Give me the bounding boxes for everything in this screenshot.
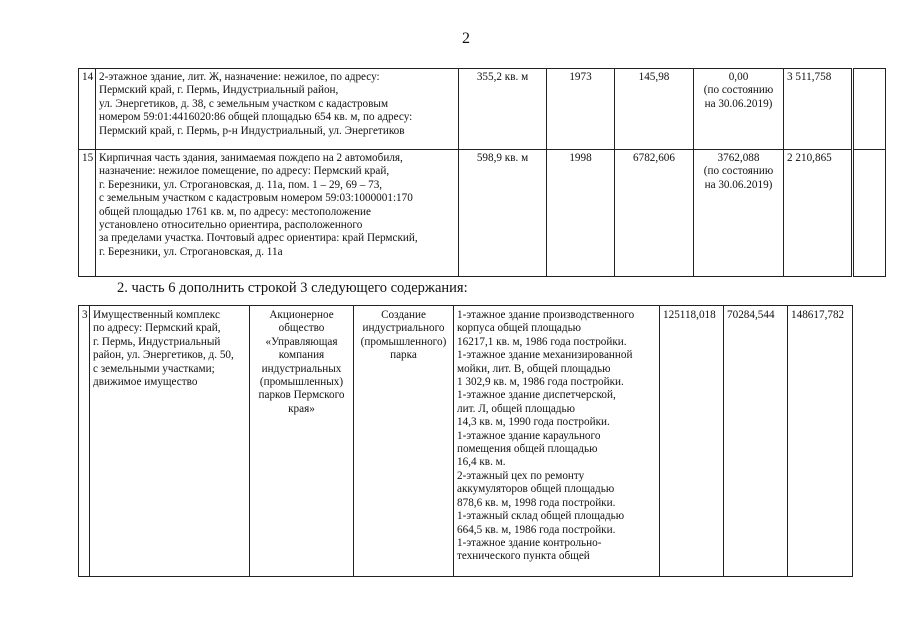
row-number: 14	[79, 69, 96, 150]
composition: 1-этажное здание производственного корпуса общей площадью 16217,1 кв. м, 1986 года постройки. 1-этажное здание механизированной мойки, лит. В, общей площадью 1 302,9 кв. м, 1986 года постройки. 1-этажное здание диспетчерской, лит. Л, общей площадью 14,3 кв. м, 1990 года постройки. 1-этажное здание караульного помещения общей площадью 16,4 кв. м. 2-этажный цех по ремонту аккумуляторов общей площадью 878,6 кв. м, 1998 года постройки. 1-этажный склад общей площадью 664,5 кв. м, 1986 года постройки. 1-этажное здание контрольно- технического пункта общей	[454, 306, 660, 577]
table-row	[79, 69, 886, 150]
value-1: 6782,606	[615, 150, 694, 277]
construction-year: 1973	[547, 69, 615, 150]
construction-year: 1998	[547, 150, 615, 277]
property-area: 355,2 кв. м	[459, 69, 547, 150]
property-area: 598,9 кв. м	[459, 150, 547, 277]
purpose: Создание индустриального (промышленного) парка	[354, 306, 454, 577]
value-2: 0,00 (по состоянию на 30.06.2019)	[694, 69, 784, 150]
value-2: 70284,544	[724, 306, 788, 577]
page-number: 2	[462, 30, 470, 47]
property-table-continued	[78, 68, 886, 277]
owner-organization: Акционерное общество «Управляющая компания индустриальных (промышленных) парков Пермского края»	[250, 306, 354, 577]
table-row	[79, 150, 886, 277]
table-row	[79, 306, 853, 577]
value-3: 2 210,865	[784, 150, 853, 277]
row-number: 15	[79, 150, 96, 277]
empty-cell	[853, 69, 886, 150]
value-3: 3 511,758	[784, 69, 853, 150]
amendment-heading: 2. часть 6 дополнить строкой 3 следующего содержания:	[117, 280, 468, 296]
value-2: 3762,088 (по состоянию на 30.06.2019)	[694, 150, 784, 277]
property-description: Кирпичная часть здания, занимаемая пождепо на 2 автомобиля, назначение: нежилое помещение, по адресу: Пермский край, г. Березники, ул. Строгановская, д. 11а, пом. 1 – 29, 69 – 73, с земельным участком с кадастровым номером 59:03:1000001:170 общей площадью 1761 кв. м, по адресу: местоположение установлено относительно ориентира, расположенного за пределами участка. Почтовый адрес ориентира: край Пермский, г. Березники, ул. Строгановская, д. 11а	[96, 150, 459, 277]
row-number: 3	[79, 306, 90, 577]
value-1: 125118,018	[660, 306, 724, 577]
value-1: 145,98	[615, 69, 694, 150]
property-description: 2-этажное здание, лит. Ж, назначение: нежилое, по адресу: Пермский край, г. Пермь, Индустриальный район, ул. Энергетиков, д. 38, с земельным участком с кадастровым номером 59:01:4416020:86 общей площадью 654 кв. м, по адресу: Пермский край, г. Пермь, р-н Индустриальный, ул. Энергетиков	[96, 69, 459, 150]
object-description: Имущественный комплекс по адресу: Пермский край, г. Пермь, Индустриальный район, ул. Энергетиков, д. 50, с земельными участками; движимое имущество	[90, 306, 250, 577]
empty-cell	[853, 150, 886, 277]
value-3: 148617,782	[788, 306, 853, 577]
industrial-park-table	[78, 305, 853, 577]
